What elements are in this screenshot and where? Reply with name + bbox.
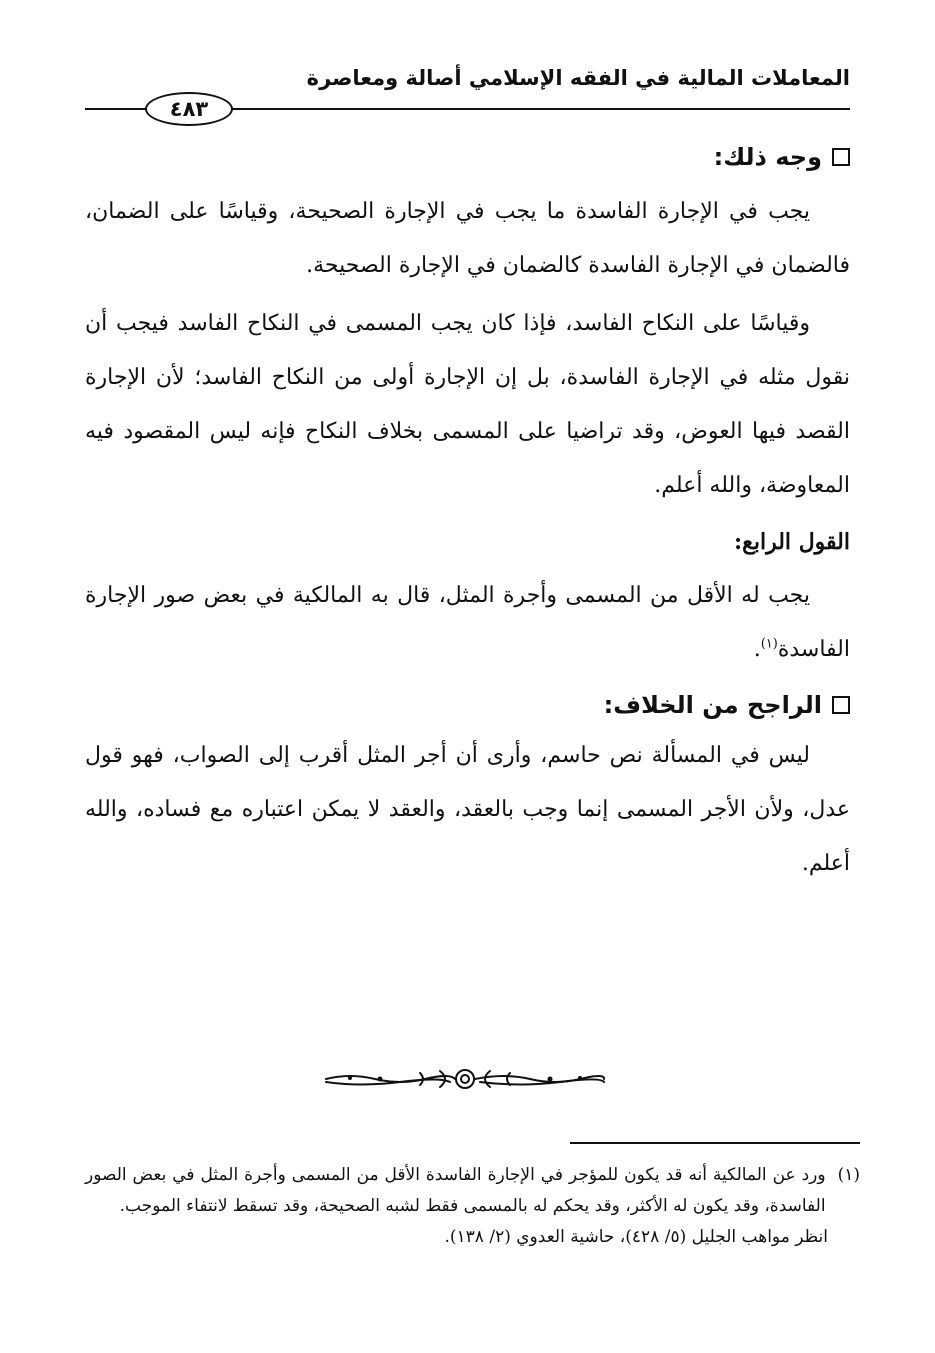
paragraph-3-text: يجب له الأقل من المسمى وأجرة المثل، قال به المالكية في بعض صور الإجارة الفاسدة: [85, 583, 850, 662]
checkbox-square-icon: [832, 696, 850, 714]
footnote-reference-line: انظر مواهب الجليل (٥/ ٤٢٨)، حاشية العدوي (٢/ ١٣٨).: [444, 1227, 828, 1247]
running-header-title: المعاملات المالية في الفقه الإسلامي أصالة ومعاصرة: [306, 66, 850, 90]
checkbox-square-icon: [832, 148, 850, 166]
paragraph-3-end: .: [753, 637, 761, 662]
footnotes: [85, 1160, 860, 1253]
paragraph-3: [85, 569, 850, 677]
main-content: [85, 143, 850, 891]
footnote-marker: (١): [837, 1165, 860, 1185]
section-heading-reason-label: وجه ذلك:: [713, 143, 822, 171]
footnote-reference[interactable]: (١): [760, 636, 778, 652]
section-heading-reason: [85, 143, 850, 171]
subheading-fourth-opinion: القول الرابع:: [734, 529, 850, 555]
paragraph-2: وقياسًا على النكاح الفاسد، فإذا كان يجب المسمى في النكاح الفاسد فيجب أن نقول مثله في الإجارة الفاسدة، بل إن الإجارة أولى من النكاح الفاسد؛ لأن الإجارة القصد فيها العوض، وقد تراضيا على المسمى بخلاف النكاح فإنه ليس المقصود فيه المعاوضة، والله أعلم.: [85, 311, 850, 498]
footnote-separator: [570, 1142, 860, 1144]
decorative-ornament-icon: [320, 1063, 610, 1095]
footnote-text: ورد عن المالكية أنه قد يكون للمؤجر في الإجارة الفاسدة الأقل من المسمى وأجرة المثل في بعض الصور الفاسدة، وقد يكون له الأكثر، وقد يحكم له بالمسمى فقط لشبه الصحيحة، وقد تسقط لانتفاء الموجب.: [85, 1165, 826, 1216]
footnote-item: [85, 1160, 860, 1222]
section-heading-preferred: [85, 691, 850, 719]
section-heading-preferred-label: الراجح من الخلاف:: [603, 691, 822, 719]
page-number: ٤٨٣: [145, 92, 233, 126]
paragraph-1: يجب في الإجارة الفاسدة ما يجب في الإجارة الصحيحة، وقياسًا على الضمان، فالضمان في الإجارة الفاسدة كالضمان في الإجارة الصحيحة.: [85, 199, 850, 278]
paragraph-4: ليس في المسألة نص حاسم، وأرى أن أجر المثل أقرب إلى الصواب، فهو قول عدل، ولأن الأجر المسمى إنما وجب بالعقد، والعقد لا يمكن اعتباره مع فساده، والله أعلم.: [85, 743, 850, 876]
